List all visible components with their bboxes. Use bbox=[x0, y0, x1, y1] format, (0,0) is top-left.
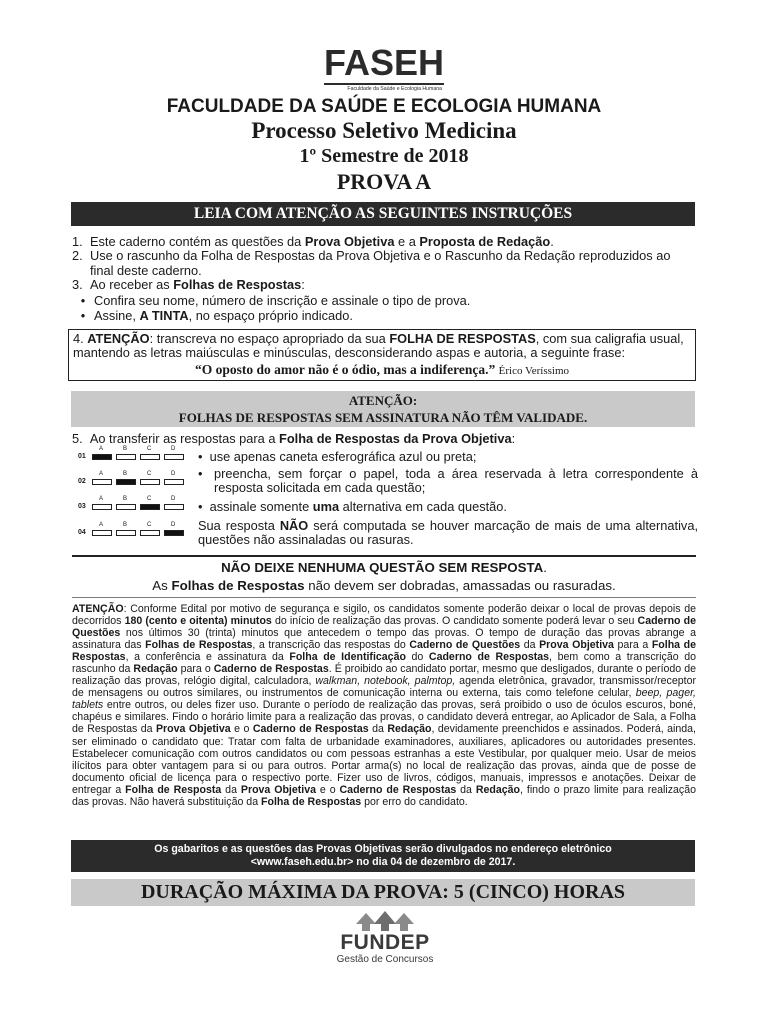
quote-author: Érico Veríssimo bbox=[498, 365, 569, 378]
exam-rules-paragraph: ATENÇÃO: Conforme Edital por motivo de segurança e sigilo, os candidatos somente poderão deixar o local de provas depois de decorridos 180 (cento e oitenta) minutos do início de realização das provas. O candidato somente poderá levar o seu Caderno de Questões nos últimos 30 (trinta) minutos que antecedem o tempo das provas. O tempo de duração das provas abrange a assinatura das Folhas de Respostas, a transcrição das respostas do Caderno de Questões da Prova Objetiva para a Folha de Respostas, a conferência e assinatura da Folha de Identificação do Caderno de Respostas, bem como a transcrição do rascunho da Redação para o Caderno de Respostas. É proibido ao candidato portar, mesmo que desligados, durante o período de realização das provas, relógio digital, calculadora, walkman, notebook, palmtop, agenda eletrônica, gravador, transmissor/receptor de mensagens ou outros similares, ou instrumentos de comunicação interna ou externa, tais como telefone celular, beep, pager, tablets entre outros, ou deles fizer uso. Durante o período de realização das provas, será proibido o uso de óculos escuros, boné, chapéus e similares. Findo o horário limite para a realização das provas, o candidato deverá entregar, ao Aplicador de Sala, a Folha de Respostas da Prova Objetiva e o Caderno de Respostas da Redação, devidamente preenchidos e assinados. Poderá, ainda, ser eliminado o candidato que: Tratar com falta de urbanidade examinadores, auxiliares, aplicadores ou autoridades presentes. Estabelecer comunicação com outros candidatos ou com pessoas estranhas a este Vestibular, por qualquer meio. Usar de meios ilícitos para obter vantagem para si ou para outros. Portar arma(s) no local de realização das provas, ainda que de posse de documento oficial de licença para o respectivo porte. Fizer uso de livros, códigos, manuais, impressos e anotações. Deixar de entregar a Folha de Resposta da Prova Objetiva e o Caderno de Respostas da Redação, findo o prazo limite para realização das provas. Não haverá substituição da Folha de Respostas por erro do candidato. bbox=[72, 603, 697, 808]
fundep-logo-subtitle: Gestão de Concursos bbox=[336, 954, 434, 965]
semester-title: 1º Semestre de 2018 bbox=[299, 145, 469, 167]
bubble-empty bbox=[140, 479, 160, 485]
bubble-letter: A bbox=[99, 522, 104, 528]
signature-warning-banner: ATENÇÃO: FOLHAS DE RESPOSTAS SEM ASSINATURA NÃO TÊM VALIDADE. bbox=[71, 391, 695, 427]
gabarito-banner: Os gabaritos e as questões das Provas Objetivas serão divulgados no endereço eletrônico <www.faseh.edu.br> no dia 04 de dezembro de 2017. bbox=[71, 840, 695, 872]
bubble-letter: C bbox=[147, 522, 152, 528]
bubble-filled bbox=[140, 504, 160, 510]
bubble-row-number: 02 bbox=[78, 478, 86, 485]
bubble-letter: A bbox=[99, 471, 104, 477]
bubble-letter: D bbox=[171, 446, 176, 452]
bubble-letter: D bbox=[171, 471, 176, 477]
bubble-empty bbox=[164, 479, 184, 485]
instruction-item-2: 2. Use o rascunho da Folha de Respostas da Prova Objetiva e o Rascunho da Redação reproduzidos ao final deste caderno. bbox=[72, 248, 671, 278]
bubble-empty bbox=[116, 530, 136, 536]
bullet-icon: • bbox=[80, 308, 86, 324]
bubble-empty bbox=[164, 454, 184, 460]
instruction-item-1: 1. Este caderno contém as questões da Prova Objetiva e a Proposta de Redação. bbox=[72, 234, 554, 249]
bubble-letter: B bbox=[123, 446, 128, 452]
bubble-letter: A bbox=[99, 446, 104, 452]
bubble-letter: C bbox=[147, 446, 152, 452]
bullet-icon: • bbox=[198, 499, 203, 514]
bubble-letter: B bbox=[123, 522, 128, 528]
bubble-empty bbox=[92, 479, 112, 485]
bullet-icon: • bbox=[198, 449, 203, 464]
bubble-empty bbox=[116, 454, 136, 460]
bubble-empty bbox=[92, 504, 112, 510]
rule-pen: • use apenas caneta esferográfica azul ou preta; bbox=[198, 449, 477, 464]
instruction-subitem-1: • Confira seu nome, número de inscrição e assinale o tipo de prova. bbox=[72, 294, 696, 308]
bubble-letter: B bbox=[123, 471, 128, 477]
faseh-logo-subtitle: Faculdade da Saúde e Ecologia Humana bbox=[347, 86, 442, 92]
bullet-icon: • bbox=[80, 292, 86, 308]
bubble-letter: A bbox=[99, 496, 104, 502]
faseh-logo bbox=[322, 44, 446, 93]
bubble-empty bbox=[92, 530, 112, 536]
bullet-icon: • bbox=[198, 466, 203, 481]
instruction-subitem-2: • Assine, A TINTA, no espaço próprio indicado. bbox=[72, 309, 696, 323]
fundep-emblem-icon bbox=[350, 910, 420, 932]
instruction-list bbox=[72, 235, 696, 323]
fundep-logo-word: FUNDEP bbox=[340, 931, 430, 954]
duration-banner: DURAÇÃO MÁXIMA DA PROVA: 5 (CINCO) HORAS bbox=[71, 879, 695, 906]
bubble-empty bbox=[116, 504, 136, 510]
instruction-item-5: 5. Ao transferir as respostas para a Folha de Respostas da Prova Objetiva: bbox=[72, 431, 516, 446]
bubble-empty bbox=[140, 530, 160, 536]
no-fold-notice: As Folhas de Respostas não devem ser dobradas, amassadas ou rasuradas. bbox=[152, 578, 616, 593]
instructions-banner: LEIA COM ATENÇÃO AS SEGUINTES INSTRUÇÕES bbox=[71, 202, 695, 226]
bubble-letter: C bbox=[147, 496, 152, 502]
no-blank-notice: NÃO DEIXE NENHUMA QUESTÃO SEM RESPOSTA. bbox=[221, 560, 547, 575]
instruction-item-4-box: 4. ATENÇÃO: transcreva no espaço apropriado da sua FOLHA DE RESPOSTAS, com sua caligrafia usual, mantendo as letras maiúsculas e minúsculas, desconsiderando aspas e autoria, a seguinte frase: “O oposto do amor não é o ódio, mas a indiferença.” Érico Veríssimo bbox=[68, 329, 696, 381]
divider bbox=[72, 555, 696, 557]
faseh-logo-word: FASEH bbox=[323, 42, 445, 83]
exam-version-title: PROVA A bbox=[336, 169, 432, 194]
quote-line bbox=[73, 361, 691, 380]
bubble-empty bbox=[164, 504, 184, 510]
bubble-empty bbox=[140, 454, 160, 460]
rule-not-computed: Sua resposta NÃO será computada se houver marcação de mais de uma alternativa, questões não assinaladas ou rasuras. bbox=[198, 518, 699, 548]
bubble-row-number: 01 bbox=[78, 453, 86, 460]
bubble-filled bbox=[116, 479, 136, 485]
instruction-item-3: 3. Ao receber as Folhas de Respostas: bbox=[72, 277, 305, 293]
institution-title: FACULDADE DA SAÚDE E ECOLOGIA HUMANA bbox=[166, 96, 602, 117]
logo-rule bbox=[324, 83, 444, 85]
process-title: Processo Seletivo Medicina bbox=[251, 118, 517, 143]
bubble-filled bbox=[164, 530, 184, 536]
fundep-logo bbox=[330, 910, 440, 966]
bubble-letter: D bbox=[171, 522, 176, 528]
bubble-letter: D bbox=[171, 496, 176, 502]
rule-one-answer: • assinale somente uma alternativa em cada questão. bbox=[198, 499, 507, 514]
website-link: <www.faseh.edu.br> no dia 04 de dezembro de 2017. bbox=[250, 856, 516, 868]
rule-fill: • preencha, sem forçar o papel, toda a área reservada à letra correspondente à resposta solicitada em cada questão; bbox=[198, 466, 698, 496]
bubble-filled bbox=[92, 454, 112, 460]
bubble-row-number: 03 bbox=[78, 503, 86, 510]
divider bbox=[72, 597, 696, 598]
bubble-row-number: 04 bbox=[78, 529, 86, 536]
quote-text: “O oposto do amor não é o ódio, mas a indiferença.” bbox=[194, 362, 496, 378]
bubble-letter: B bbox=[123, 496, 128, 502]
bubble-letter: C bbox=[147, 471, 152, 477]
